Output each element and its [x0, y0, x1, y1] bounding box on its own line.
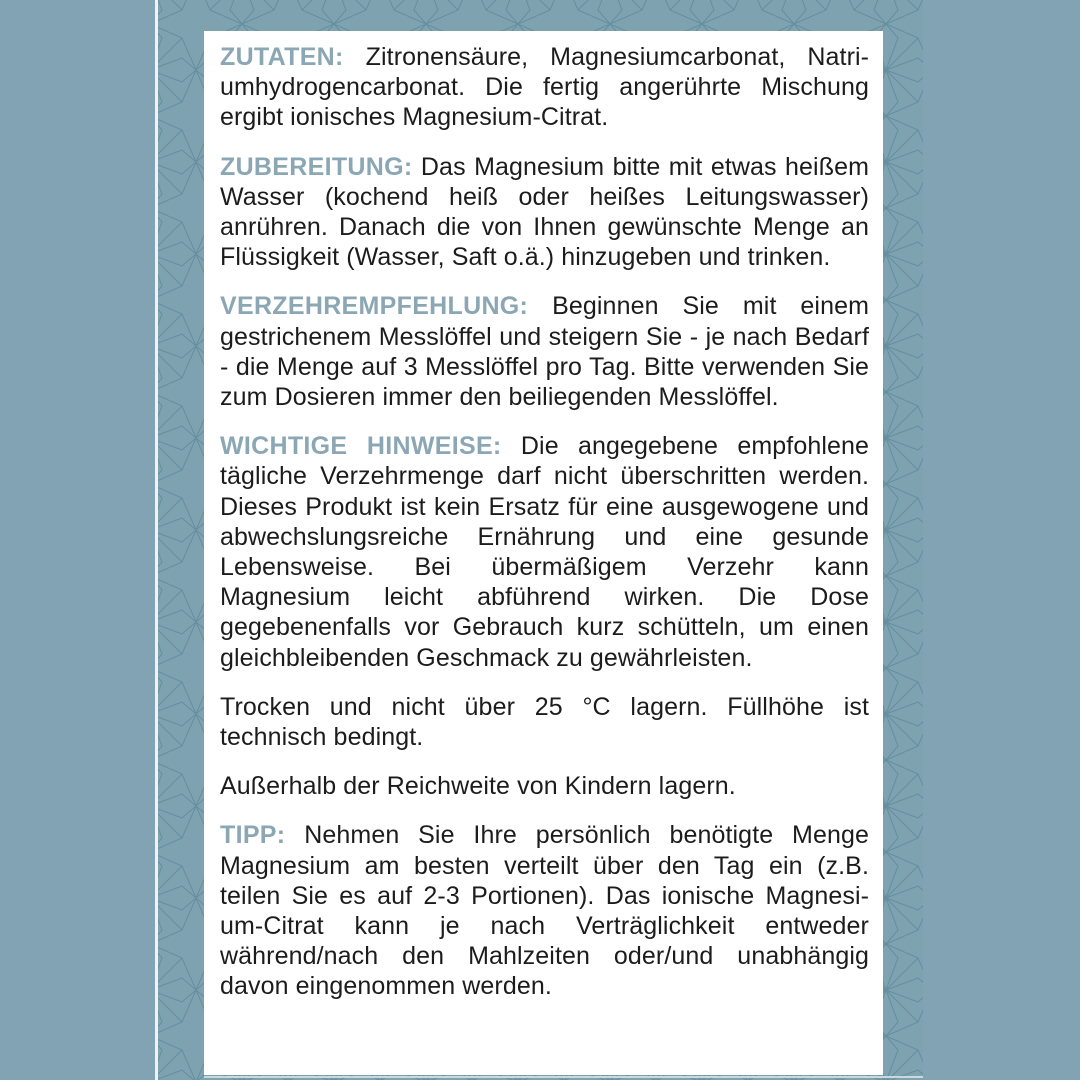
section-important-notes: [220, 431, 869, 673]
section-preparation: [220, 152, 869, 273]
section-text: Beginnen Sie mit einem gestrichenem Messlöffel und steigern Sie - je nach Bedarf - die Menge auf 3 Messlöffel pro Tag. Bitte verwenden Sie zum Dosieren immer den beiliegenden Messlöffel.: [220, 292, 869, 412]
section-storage: [220, 692, 869, 752]
product-label-panel: [204, 31, 883, 1075]
section-tip: [220, 820, 869, 1001]
section-ingredients: [220, 42, 869, 133]
section-heading: ZUBEREITUNG:: [220, 152, 413, 181]
section-text: Außerhalb der Reichweite von Kindern lagern.: [220, 772, 736, 801]
section-text: Die angegebene empfohlene tägliche Verzehrmenge darf nicht überschritten werden. Dieses Produkt ist kein Ersatz für eine ausgewogene und abwechslungsreiche Ernährung und eine gesunde Lebensweise. Bei übermäßigem Verzehr kann Magnesium leicht abführend wirken. Die Dose gegebenenfalls vor Gebrauch kurz schütteln, um einen gleichbleibenden Geschmack zu gewährleisten.: [220, 432, 870, 672]
section-text: Trocken und nicht über 25 °C lagern. Füllhöhe ist technisch bedingt.: [220, 692, 869, 752]
section-heading: ZUTATEN:: [220, 43, 344, 71]
section-text: Das Magnesium bitte mit etwas heißem Wasser (kochend heiß oder heißes Leitungswasser) anrühren. Danach die von Ihnen gewünschte Menge an Flüssigkeit (Wasser, Saft o.ä.) hinzugeben und trinken.: [220, 152, 870, 272]
section-heading: WICHTIGE HINWEISE:: [220, 432, 502, 461]
section-text: Nehmen Sie Ihre persönlich benötigte Menge Magnesium am besten verteilt über den Tag ein (z.B. teilen Sie es auf 2-3 Portionen). Das ionische Magnesium-Citrat kann je nach Verträglichkeit entweder während/nach den Mahlzeiten oder/und unabhängig davon eingenommen werden.: [220, 821, 869, 1001]
section-child-safety: [220, 771, 869, 801]
section-heading: TIPP:: [220, 821, 286, 850]
section-heading: VERZEHREMPFEHLUNG:: [220, 292, 529, 321]
section-text: Zitronensäure, Magnesiumcarbonat, Natriumhydrogencarbonat. Die fertig angerührte Mischung ergibt ionisches Magnesium-Citrat.: [220, 43, 869, 132]
section-dosage-recommendation: [220, 291, 869, 412]
bottom-rule-line: [204, 1076, 923, 1078]
